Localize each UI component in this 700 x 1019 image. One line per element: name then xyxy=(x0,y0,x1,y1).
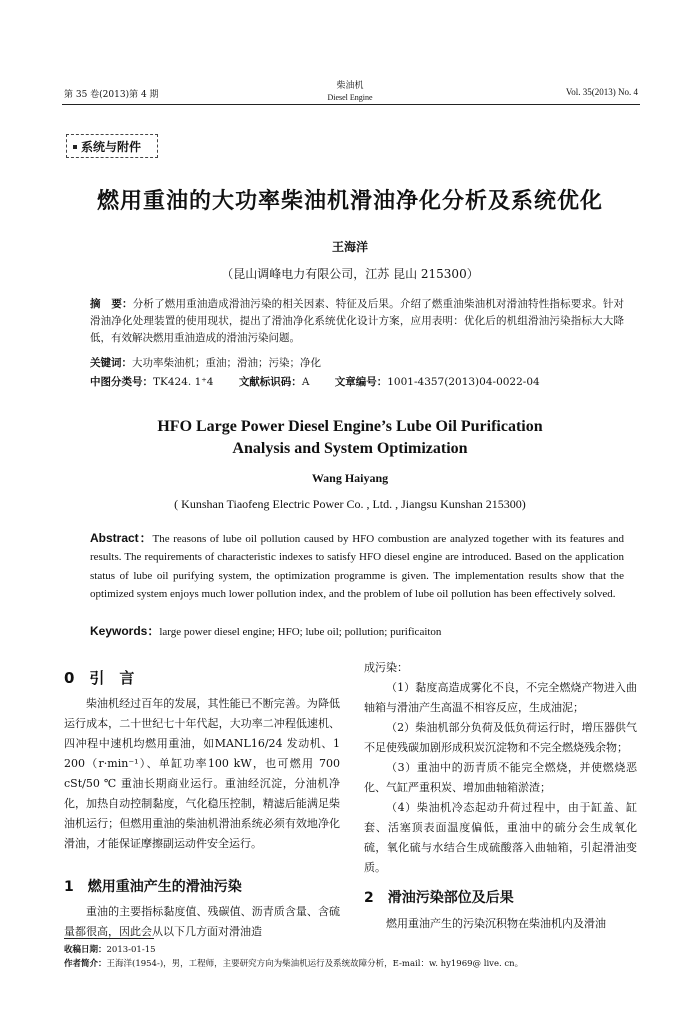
section-tag xyxy=(66,134,158,158)
abstract-cn-label: 摘 要： xyxy=(90,298,133,310)
sec1-paragraph: 重油的主要指标黏度值、残碳值、沥青质含量、含硫量都很高，因此会从以下几方面对滑油造 xyxy=(64,905,340,938)
abstract-cn xyxy=(90,296,624,347)
author-cn: 王海洋 xyxy=(331,240,368,254)
classification-line xyxy=(90,374,624,391)
abstract-en xyxy=(90,529,624,603)
list-item: （2）柴油机部分负荷及低负荷运行时，增压器供气不足使残碳加剧形成积炭沉淀物和不完全燃烧残余物； xyxy=(364,721,637,754)
abstract-cn-text: 分析了燃用重油造成滑油污染的相关因素、特征及后果。介绍了燃重油柴油机对滑油特性指标要求。针对滑油净化处理装置的使用现状，提出了滑油净化系统优化设计方案，应用表明：优化后的机组滑油污染指标大大降低，有效解决燃用重油造成的滑油污染问题。 xyxy=(90,298,625,344)
sec2-body xyxy=(364,914,637,934)
abstract-en-label: Abstract： xyxy=(90,531,153,545)
footnote-rule xyxy=(64,938,154,939)
header-rule xyxy=(62,104,640,105)
right-column-body xyxy=(364,658,637,878)
header-journal-name-en: Diesel Engine xyxy=(327,93,373,102)
sec1-body xyxy=(64,902,340,942)
header-journal-name-cn: 柴油机 xyxy=(336,81,364,91)
footnote-author xyxy=(64,957,644,971)
title-cn: 燃用重油的大功率柴油机滑油净化分析及系统优化 xyxy=(96,189,603,214)
list-item: （3）重油中的沥青质不能完全燃烧，并使燃烧恶化、气缸严重积炭、增加曲轴箱淤渣； xyxy=(364,761,637,794)
heading-sec0: 0 引 言 xyxy=(64,669,135,687)
clc-value: TK424. 1⁺4 xyxy=(153,376,214,388)
abstract-en-text: The reasons of lube oil pollution caused by HFO combustion are analyzed together with its features and results. The requirements of characteristic indexes to satisfy HFO diesel engine are introduced. Based on the application status of lube oil purifying system, the optimization programme is given. The implementation results show that the optimized system enjoys much lower pollution index, and the problem of lube oil pollution has been effectively solved. xyxy=(90,533,624,600)
clc-label: 中图分类号： xyxy=(90,376,153,388)
title-en xyxy=(0,416,700,460)
article-no-label: 文章编号： xyxy=(334,376,388,388)
section-tag-label: 系统与附件 xyxy=(81,140,142,154)
article-no-value: 1001-4357(2013)04-0022-04 xyxy=(387,376,540,388)
keywords-cn xyxy=(90,355,624,372)
heading-sec2: 2 滑油污染部位及后果 xyxy=(364,890,514,906)
affiliation-en: ( Kunshan Tiaofeng Electric Power Co. , Ltd. , Jiangsu Kunshan 215300) xyxy=(174,497,526,511)
keywords-en xyxy=(90,622,624,639)
section-bullet-icon xyxy=(73,145,77,149)
title-en-line2: Analysis and System Optimization xyxy=(232,440,468,457)
list-item: （1）黏度高造成雾化不良，不完全燃烧产物进入曲轴箱与滑油产生高温不相容反应，生成油泥； xyxy=(364,681,637,714)
received-date: 2013-01-15 xyxy=(106,945,156,955)
header-journal-issue: 第 35 卷(2013)第 4 期 xyxy=(64,90,159,100)
doc-code-value: A xyxy=(301,376,310,388)
sec0-body xyxy=(64,694,340,854)
title-en-line1: HFO Large Power Diesel Engine’s Lube Oil Purification xyxy=(157,418,543,435)
author-en: Wang Haiyang xyxy=(311,471,389,485)
list-item: （4）柴油机冷态起动升荷过程中，由于缸盖、缸套、活塞顶表面温度偏低，重油中的硫分会生成氧化硫，氧化硫与水结合生成硫酸落入曲轴箱，引起滑油变质。 xyxy=(364,801,637,874)
right-col-intro: 成污染： xyxy=(364,661,408,674)
keywords-cn-text: 大功率柴油机；重油；滑油；污染；净化 xyxy=(132,357,321,369)
keywords-en-text: large power diesel engine; HFO; lube oil; pollution; purificaiton xyxy=(159,626,442,638)
sec2-paragraph: 燃用重油产生的污染沉积物在柴油机内及滑油 xyxy=(386,917,606,930)
footnote-received xyxy=(64,943,156,957)
header-volume: Vol. 35(2013) No. 4 xyxy=(565,87,638,97)
author-bio-label: 作者简介： xyxy=(64,959,107,969)
heading-sec1: 1 燃用重油产生的滑油污染 xyxy=(64,879,242,895)
received-label: 收稿日期： xyxy=(64,945,107,955)
author-bio-text: 王海洋(1954-)，男，工程师，主要研究方向为柴油机运行及系统故障分析，E-mail：w. hy1969@ live. cn。 xyxy=(106,959,524,969)
doc-code-label: 文献标识码： xyxy=(238,376,302,388)
keywords-en-label: Keywords： xyxy=(90,624,160,638)
affiliation-cn: （昆山调峰电力有限公司，江苏 昆山 215300） xyxy=(221,267,479,281)
keywords-cn-label: 关键词： xyxy=(90,357,132,369)
sec0-paragraph: 柴油机经过百年的发展，其性能已不断完善。为降低运行成本，二十世纪七十年代起，大功率二冲程低速机、四冲程中速机均燃用重油，如MANL16/24 发动机、1 200（r·min⁻¹）、单缸功率100 kW，也可燃用 700 cSt/50 ℃ 重油长期商业运行。重油经沉淀，分油机净化，加热自动控制黏度，气化稳压控制，精滤后能满足柴油机运行；但燃用重油的柴油机滑油系统必须有效地净化滑油，才能保证摩擦副运动件安全运行。 xyxy=(64,697,340,850)
